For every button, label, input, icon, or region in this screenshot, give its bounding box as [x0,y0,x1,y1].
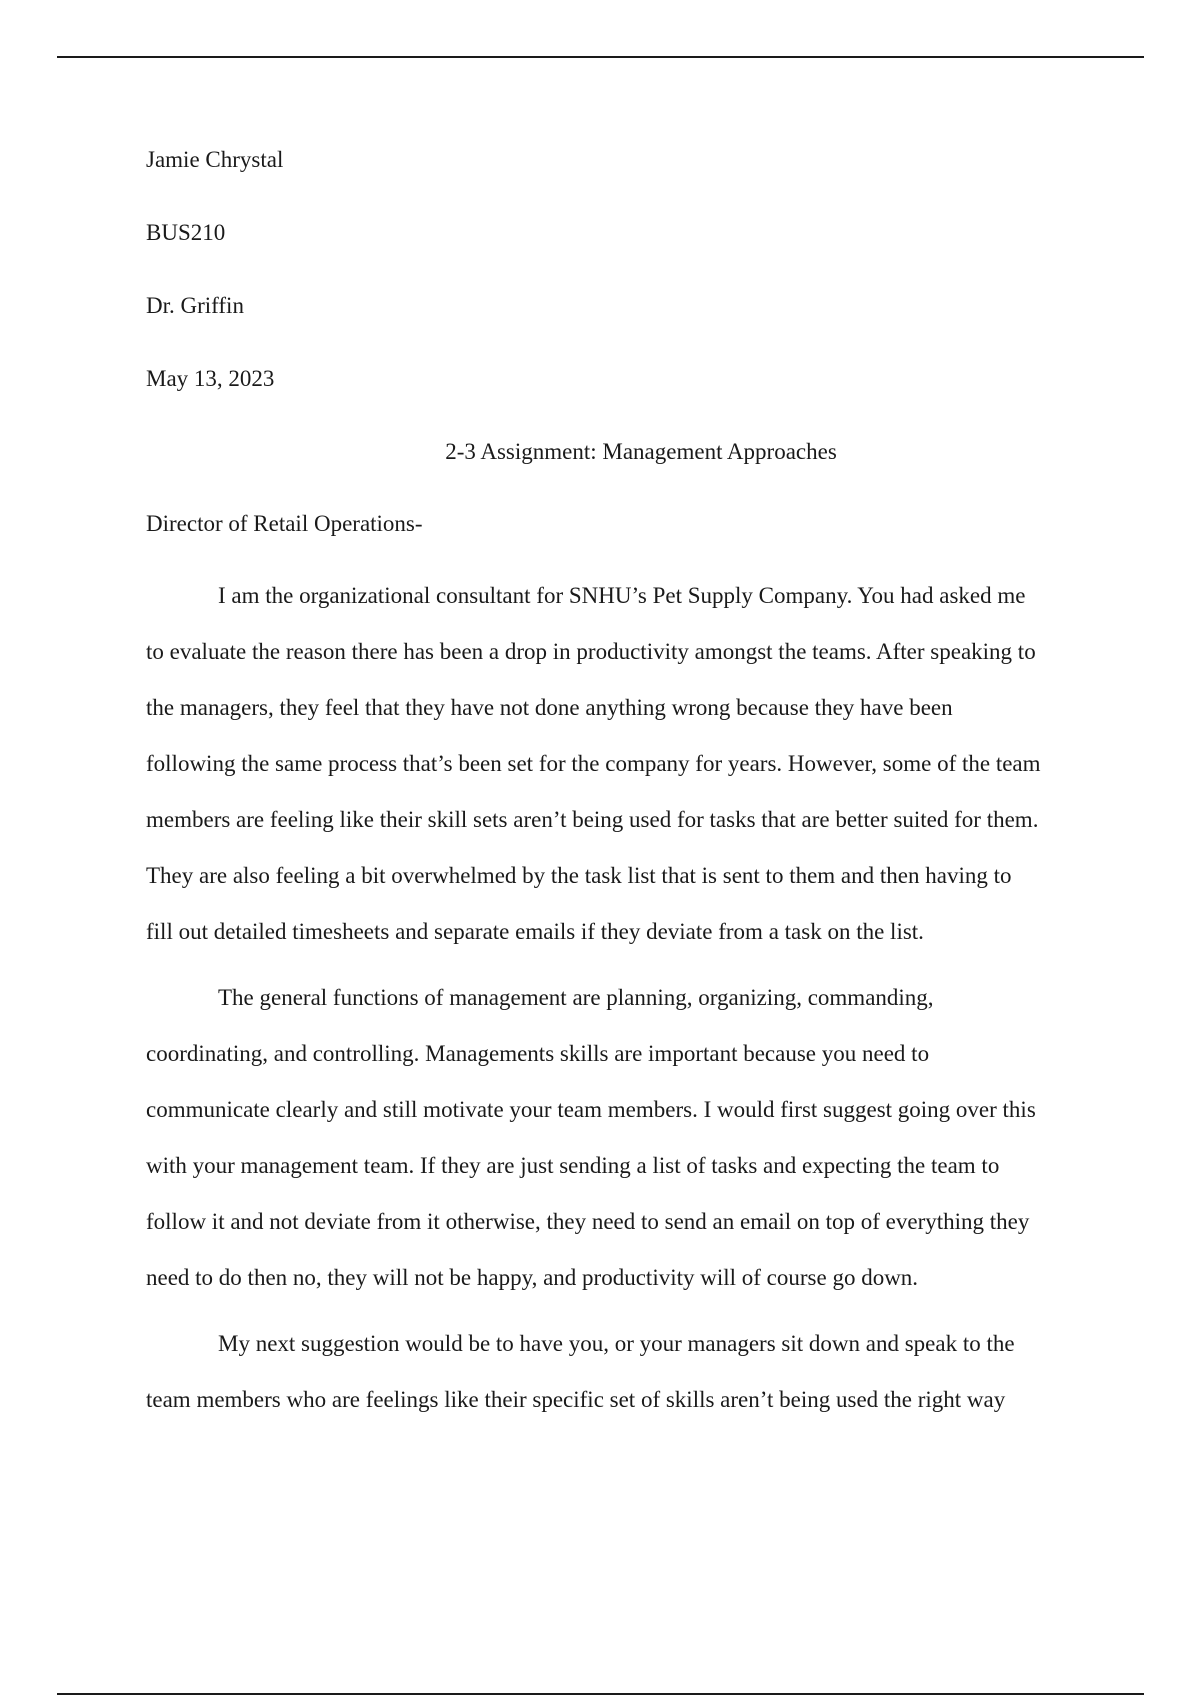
author-name: Jamie Chrystal [146,147,284,172]
paragraph-2 [146,978,1096,1314]
top-rule [57,56,1144,58]
paragraph-line: My next suggestion would be to have you, or your managers sit down and speak to the [218,1331,1015,1356]
paragraph-line: members are feeling like their skill sets aren’t being used for tasks that are better suited for them. [146,807,1039,832]
paragraph-line: fill out detailed timesheets and separate emails if they deviate from a task on the list. [146,919,924,944]
paragraph-3 [146,1324,1096,1436]
paragraph-line: follow it and not deviate from it otherwise, they need to send an email on top of everything they [146,1209,1030,1234]
instructor-name: Dr. Griffin [146,293,244,318]
salutation: Director of Retail Operations- [146,511,423,536]
paragraph-line: The general functions of management are planning, organizing, commanding, [218,985,934,1010]
course-code: BUS210 [146,220,226,245]
document-page [146,140,1096,1436]
paragraph-line: to evaluate the reason there has been a drop in productivity amongst the teams. After speaking to [146,639,1036,664]
paragraph-line: They are also feeling a bit overwhelmed by the task list that is sent to them and then having to [146,863,1012,888]
paragraph-line: need to do then no, they will not be happy, and productivity will of course go down. [146,1265,919,1290]
paragraph-line: coordinating, and controlling. Managements skills are important because you need to [146,1041,930,1066]
document-title: 2-3 Assignment: Management Approaches [445,439,837,464]
paragraph-line: the managers, they feel that they have not done anything wrong because they have been [146,695,953,720]
paragraph-1 [146,576,1096,968]
paragraph-line: I am the organizational consultant for SNHU’s Pet Supply Company. You had asked me [218,583,1026,608]
paragraph-line: following the same process that’s been set for the company for years. However, some of the team [146,751,1041,776]
paragraph-line: communicate clearly and still motivate your team members. I would first suggest going over this [146,1097,1036,1122]
paragraph-line: team members who are feelings like their specific set of skills aren’t being used the right way [146,1387,1006,1412]
paragraph-line: with your management team. If they are just sending a list of tasks and expecting the team to [146,1153,1000,1178]
bottom-rule [57,1693,1144,1695]
submission-date: May 13, 2023 [146,366,275,391]
